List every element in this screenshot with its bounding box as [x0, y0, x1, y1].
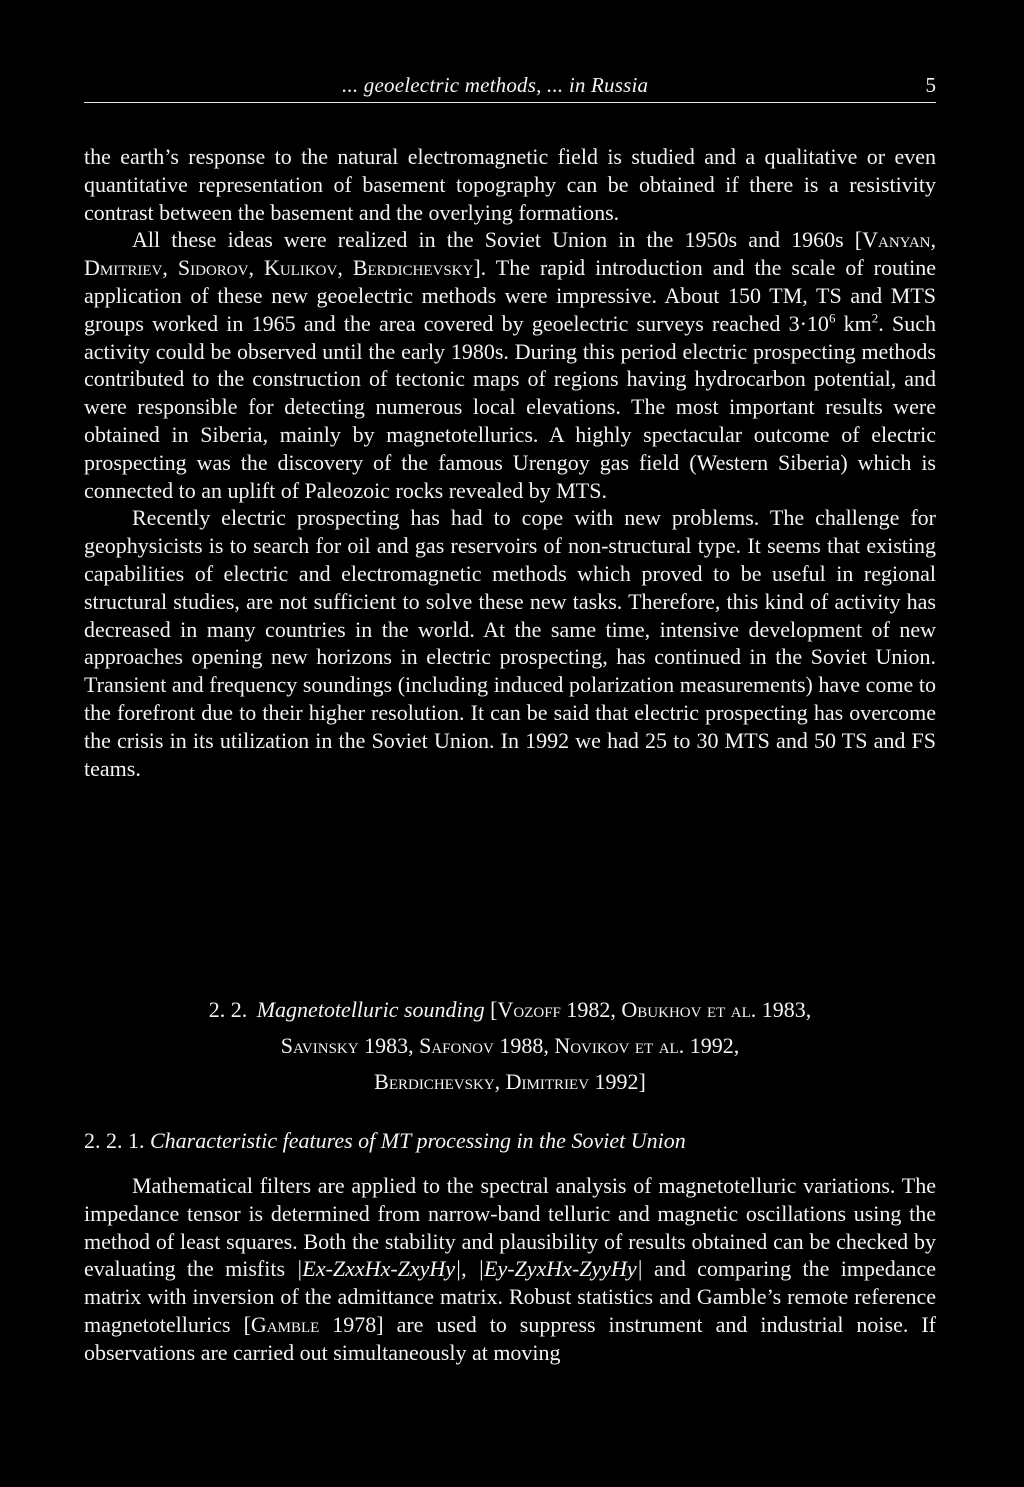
- paragraph-3-text: Recently electric prospecting has had to cope with new problems. The challenge for geophysicists is to search for oil and gas reservoirs of non-structural type. It seems that existing capabilities of electric and electromagnetic methods which proved to be useful in regional structural studies, are not sufficient to solve these new tasks. Therefore, this kind of activity has decreased in many countries in the world. At the same time, intensive development of new approaches opening new horizons in electric prospecting, has continued in the Soviet Union. Transient and frequency soundings (including induced polarization measurements) have come to the forefront due to their higher resolution. It can be said that electric prospecting has overcome the crisis in its utilization in the Soviet Union. In 1992 we had 25 to 30 MTS and 50 TS and FS teams.: [84, 505, 936, 781]
- subsection-text: [84, 1172, 936, 1367]
- subsection-number: 2. 2. 1.: [84, 1128, 145, 1153]
- formula-separator: ,: [461, 1256, 478, 1282]
- exponent-2: 2: [871, 310, 879, 326]
- paragraph-2: [84, 226, 936, 504]
- paragraph-3: [84, 504, 936, 782]
- section-number: 2. 2.: [208, 997, 248, 1022]
- paragraph-2-text-a: All these ideas were realized in the Soviet Union in the 1950s and 1960s [: [132, 227, 863, 253]
- exponent-6: 6: [828, 310, 836, 326]
- citation-authors: Vanyan, Dmitriev, Sidorov, Kulikov, Berdichevsky: [84, 227, 936, 281]
- gamble-citation: Gamble 1978: [250, 1311, 377, 1337]
- paragraph-4-text-a: Mathematical filters are applied to the spectral analysis of magnetotelluric variations. The impedance tensor is determined from narrow-band telluric and magnetic oscillations using the method of least squares. Both the stability and plausibility of results obtained can be checked by evaluating the misfits: [84, 1173, 936, 1282]
- paragraph-1-text: the earth’s response to the natural electromagnetic field is studied and a qualitative or even quantitative representation of basement topography can be obtained if there is a resistivity contrast between the basement and the overlying formations.: [84, 144, 936, 225]
- section-refs-line-1: [Vozoff 1982, Obukhov et al. 1983,: [490, 997, 812, 1022]
- paragraph-4-text-b: and comparing the impedance matrix with inversion of the admittance matrix. Robust statistics and Gamble’s remote reference magnetotellurics [: [84, 1256, 936, 1337]
- section-title: Magnetotelluric sounding: [256, 997, 485, 1022]
- paragraph-2-text-b: ]. The rapid introduction and the scale of routine application of these new geoelectric methods were impressive. About 150 TM, TS and MTS groups worked in 1965 and the area covered by geoelectric surveys reached 3·10: [84, 255, 936, 336]
- misfit-formula-2: |Ey-ZyxHx-ZyyHy|: [477, 1256, 643, 1282]
- paragraph-4-text-c: ] are used to suppress instrument and industrial noise. If observations are carried out simultaneously at moving: [84, 1311, 936, 1365]
- page-header: [84, 72, 936, 103]
- subsection-title: Characteristic features of MT processing in the Soviet Union: [150, 1128, 686, 1153]
- paragraph-1: [84, 143, 936, 226]
- paragraph-2-text-c: km: [835, 310, 872, 336]
- main-text: [84, 143, 936, 782]
- section-heading: [84, 992, 936, 1100]
- subsection-heading: [84, 1127, 936, 1155]
- section-refs-line-2: Savinsky 1983, Safonov 1988, Novikov et al. 1992,: [280, 1033, 740, 1058]
- paragraph-4: [84, 1172, 936, 1367]
- section-refs-line-3: Berdichevsky, Dimitriev 1992]: [374, 1069, 646, 1094]
- page-number: 5: [925, 73, 936, 97]
- misfit-formula-1: |Ex-ZxxHx-ZxyHy|: [296, 1256, 462, 1282]
- paragraph-2-text-d: . Such activity could be observed until the early 1980s. During this period electric prospecting methods contributed to the construction of tectonic maps of regions having hydrocarbon potential, and were responsible for detecting numerous local elevations. The most important results were obtained in Siberia, mainly by magnetotellurics. A highly spectacular outcome of electric prospecting was the discovery of the famous Urengoy gas field (Western Siberia) which is connected to an uplift of Paleozoic rocks revealed by MTS.: [84, 310, 937, 503]
- running-head: ... geoelectric methods, ... in Russia: [342, 73, 649, 97]
- section-heading-line-1: [84, 992, 936, 1028]
